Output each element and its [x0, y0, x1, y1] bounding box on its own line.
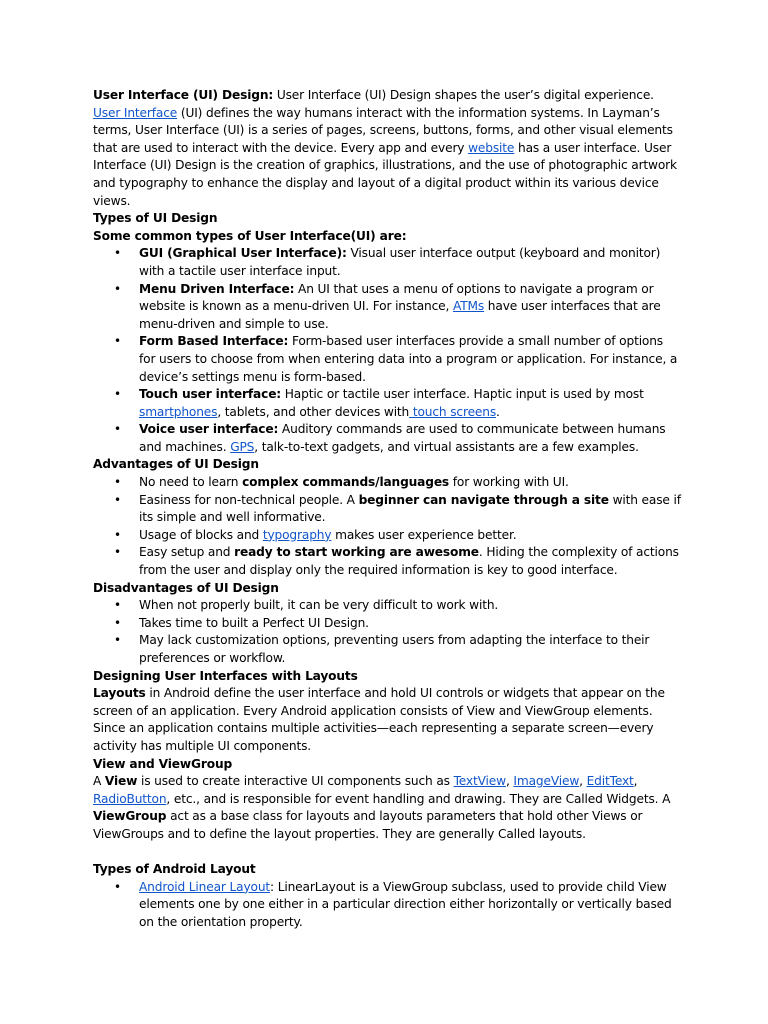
textview-link[interactable]: TextView: [453, 774, 506, 789]
advantages-heading: Advantages of UI Design: [93, 457, 259, 472]
list-item: • Menu Driven Interface: An UI that uses a menu of options to navigate a program or website is known as a menu-driven UI. For instance, ATMs have user interfaces that are menu-driven and simple to use.: [93, 281, 683, 334]
types-subheading: Some common types of User Interface(UI) are:: [93, 228, 407, 243]
smartphones-link[interactable]: smartphones: [139, 404, 218, 419]
view-paragraph: A View is used to create interactive UI components such as TextView, ImageView, EditText, RadioButton, etc., and is responsible for event handling and drawing. They are Called Widgets. A ViewGroup act as a base class for layouts and layouts parameters that hold other Views or ViewGroups and to define the layout properties. They are generally Called layouts.: [93, 774, 671, 841]
layouts-heading: Designing User Interfaces with Layouts: [93, 668, 358, 683]
view-heading: View and ViewGroup: [93, 756, 233, 771]
list-item: • May lack customization options, preventing users from adapting the interface to their preferences or workflow.: [93, 632, 683, 667]
typography-link[interactable]: typography: [262, 527, 332, 542]
list-item: • Usage of blocks and typography makes user experience better.: [93, 527, 683, 545]
layouts-paragraph: Layouts in Android define the user interface and hold UI controls or widgets that appear on the screen of an application. Every Android application consists of View and ViewGroup elements. Since an application contains multiple activities—each representing a separate screen—every activity has multiple UI components.: [93, 686, 665, 753]
list-item: • When not properly built, it can be very difficult to work with.: [93, 597, 683, 615]
list-item: • Voice user interface: Auditory commands are used to communicate between humans and machines. GPS, talk-to-text gadgets, and virtual assistants are a few examples.: [93, 421, 683, 456]
intro-paragraph: User Interface (UI) Design: User Interface (UI) Design shapes the user’s digital experience. User Interface (UI) defines the way humans interact with the information systems. In Layman’s terms, User Interface (UI) is a series of pages, screens, buttons, forms, and other visual elements that are used to interact with the device. Every app and every website has a user interface. User Interface (UI) Design is the creation of graphics, illustrations, and the use of photographic artwork and typography to enhance the display and layout of a digital product within its various device views.: [93, 88, 677, 208]
list-item: • No need to learn complex commands/languages for working with UI.: [93, 474, 683, 492]
ui-types-list: [93, 245, 683, 456]
android-layout-heading: Types of Android Layout: [93, 862, 256, 877]
android-layout-list: [93, 879, 683, 932]
list-item: • Touch user interface: Haptic or tactile user interface. Haptic input is used by most smartphones, tablets, and other devices with touch screens.: [93, 386, 683, 421]
document-body: [93, 87, 683, 932]
list-item: • GUI (Graphical User Interface): Visual user interface output (keyboard and monitor) with a tactile user interface input.: [93, 245, 683, 280]
android-linear-layout-link[interactable]: Android Linear Layout: [139, 879, 271, 894]
user-interface-link[interactable]: User Interface: [93, 105, 178, 120]
imageview-link[interactable]: ImageView: [513, 774, 580, 789]
touch-screens-link[interactable]: touch screens: [409, 404, 497, 419]
edittext-link[interactable]: EditText: [586, 774, 634, 789]
advantages-list: [93, 474, 683, 580]
intro-label: User Interface (UI) Design:: [93, 88, 274, 102]
radiobutton-link[interactable]: RadioButton: [93, 791, 167, 806]
list-item: • Android Linear Layout: LinearLayout is a ViewGroup subclass, used to provide child View elements one by one either in a particular direction either horizontally or vertically based on the orientation property.: [93, 879, 683, 932]
list-item: • Easiness for non-technical people. A beginner can navigate through a site with ease if its simple and well informative.: [93, 492, 683, 527]
website-link[interactable]: website: [468, 140, 515, 155]
list-item: • Takes time to built a Perfect UI Design.: [93, 615, 683, 633]
list-item: • Easy setup and ready to start working are awesome. Hiding the complexity of actions from the user and display only the required information is key to good interface.: [93, 544, 683, 579]
gps-link[interactable]: GPS: [230, 439, 255, 454]
disadvantages-heading: Disadvantages of UI Design: [93, 580, 279, 595]
types-heading: Types of UI Design: [93, 211, 218, 226]
list-item: • Form Based Interface: Form-based user interfaces provide a small number of options for users to choose from when entering data into a program or application. For instance, a device’s settings menu is form-based.: [93, 333, 683, 386]
atms-link[interactable]: ATMs: [452, 299, 485, 314]
blank-line: [93, 844, 683, 862]
disadvantages-list: [93, 597, 683, 667]
